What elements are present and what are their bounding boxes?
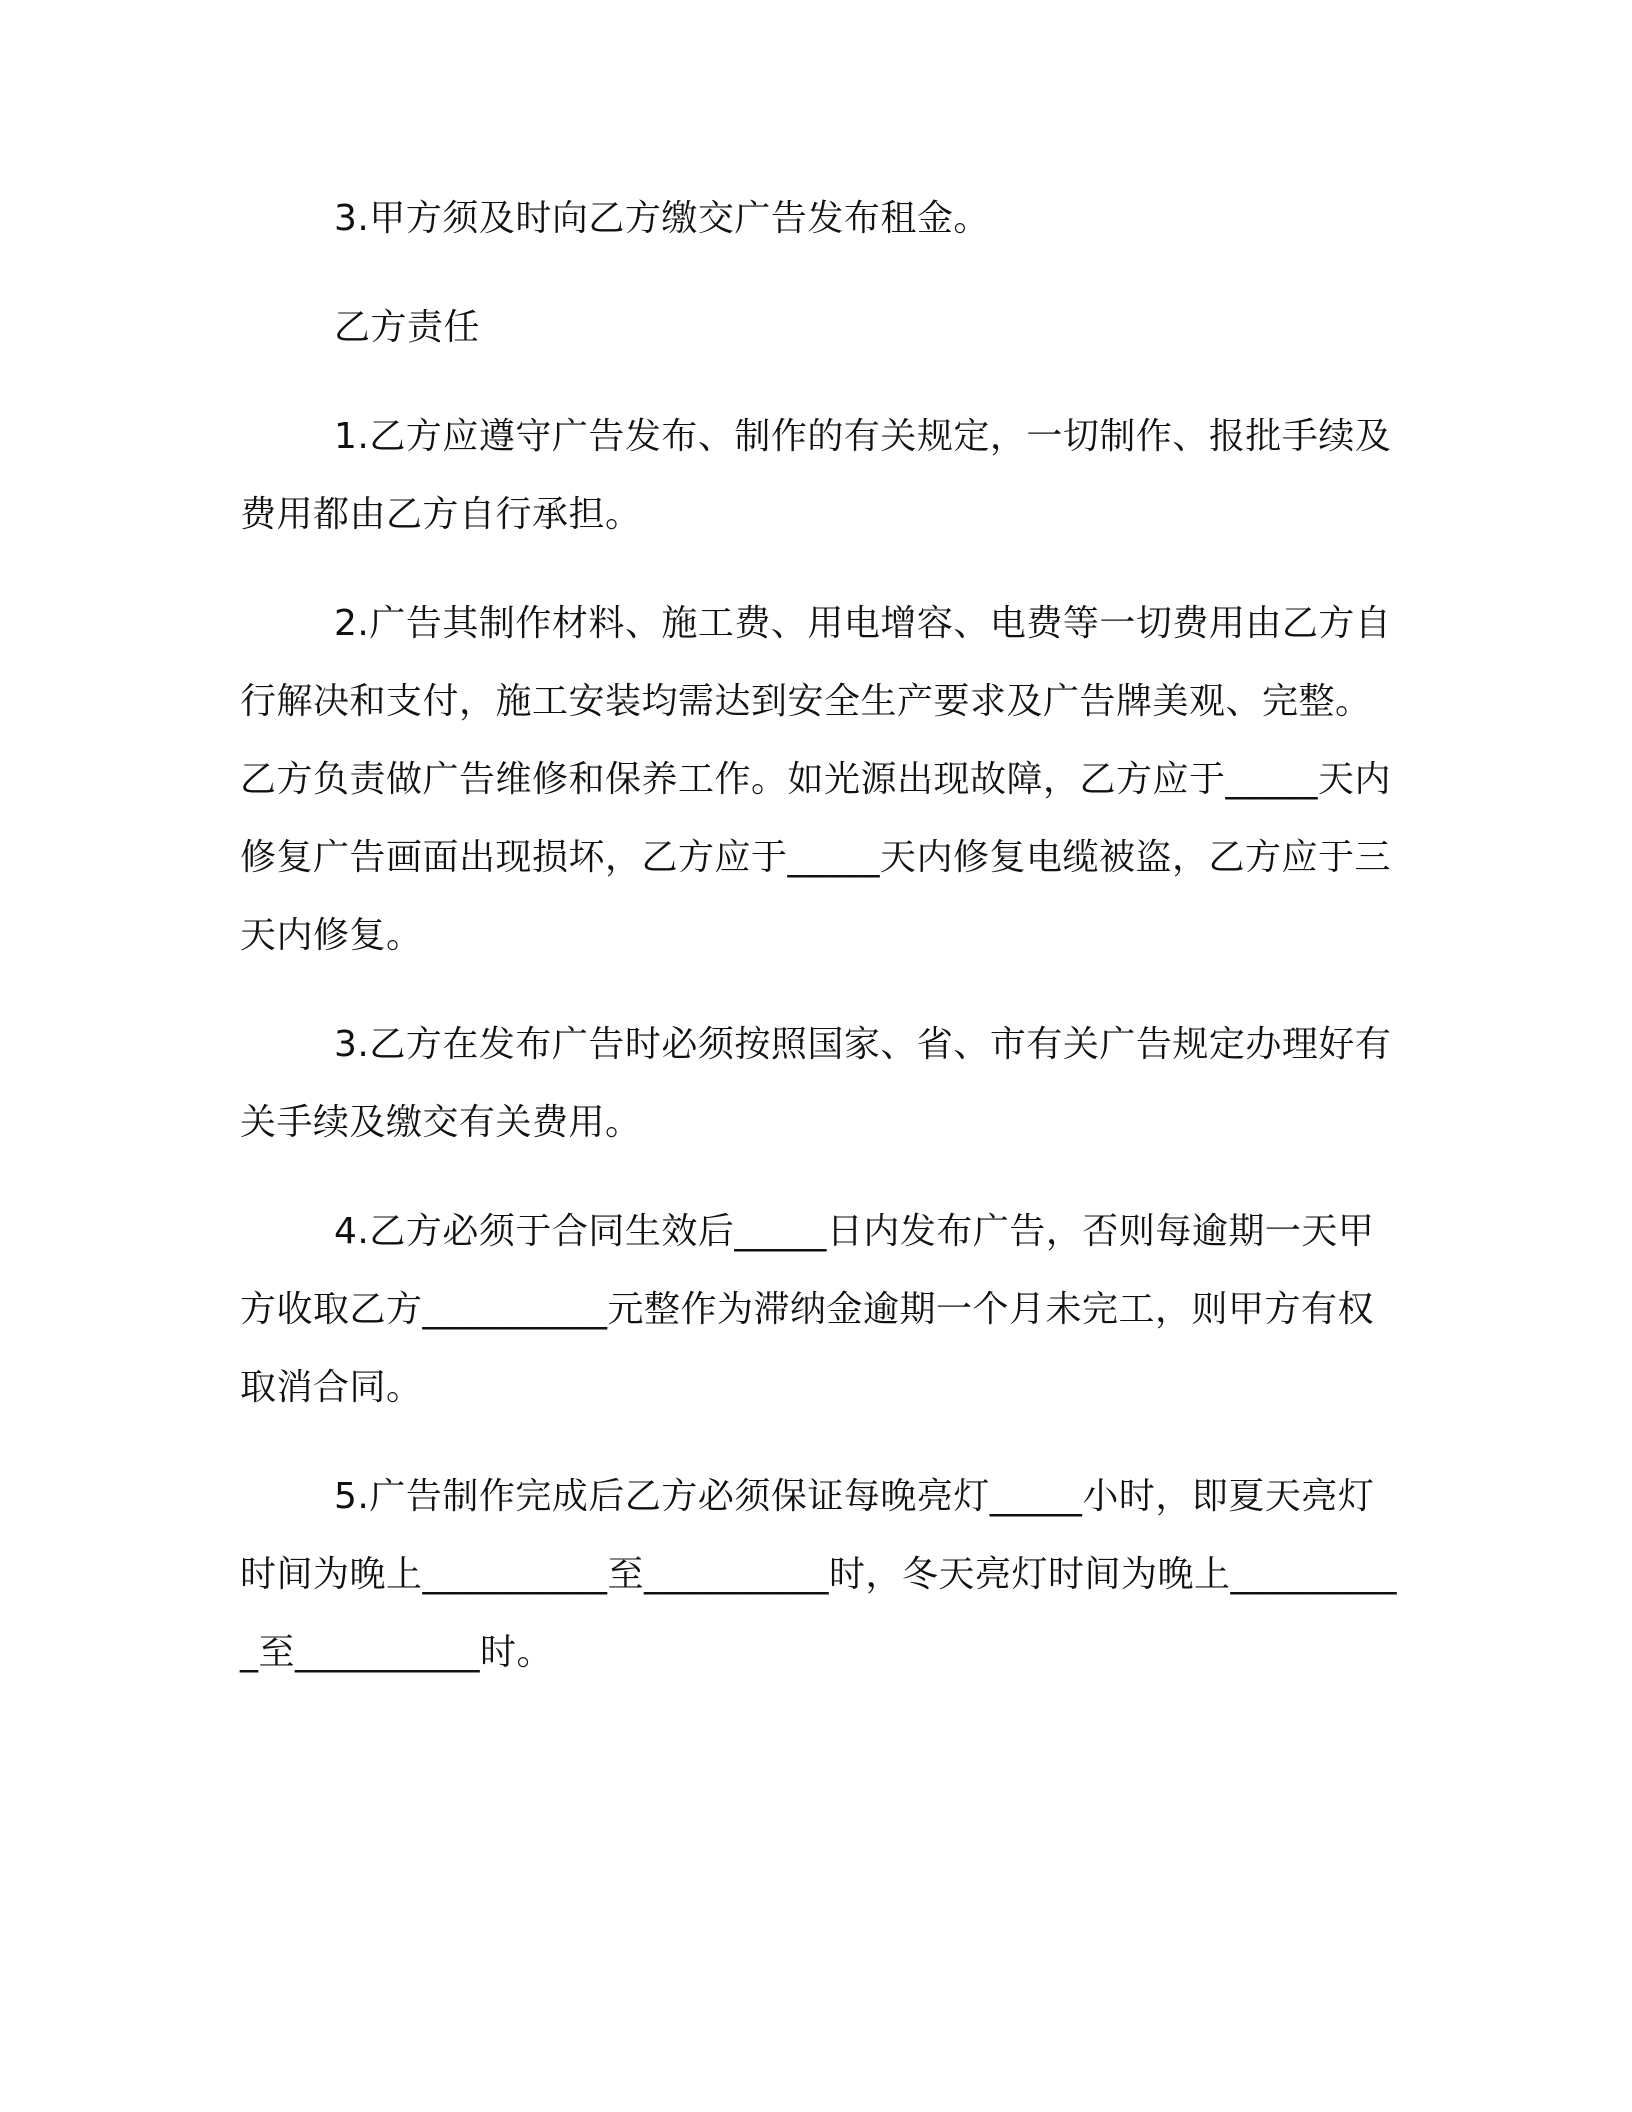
paragraph-party-b-clause-4: 4.乙方必须于合同生效后_____日内发布广告，否则每逾期一天甲方收取乙方__________元整作为滞纳金逾期一个月未完工，则甲方有权取消合同。 <box>240 1211 1375 1408</box>
paragraph-party-a-rent: 3.甲方须及时向乙方缴交广告发布租金。 <box>334 198 990 239</box>
document-page <box>240 180 1400 1723</box>
paragraph-party-b-clause-3: 3.乙方在发布广告时必须按照国家、省、市有关广告规定办理好有关手续及缴交有关费用。 <box>240 1024 1392 1143</box>
paragraph-party-b-clause-2: 2.广告其制作材料、施工费、用电增容、电费等一切费用由乙方自行解决和支付，施工安装均需达到安全生产要求及广告牌美观、完整。乙方负责做广告维修和保养工作。如光源出现故障，乙方应于_____天内修复广告画面出现损坏，乙方应于_____天内修复电缆被盗，乙方应于三天内修复。 <box>240 603 1392 956</box>
paragraph-party-b-clause-1: 1.乙方应遵守广告发布、制作的有关规定，一切制作、报批手续及费用都由乙方自行承担。 <box>240 416 1392 535</box>
section-heading-party-b-duties: 乙方责任 <box>334 307 481 348</box>
paragraph-party-b-clause-5: 5.广告制作完成后乙方必须保证每晚亮灯_____小时，即夏天亮灯时间为晚上__________至__________时，冬天亮灯时间为晚上__________至__________时。 <box>240 1476 1398 1673</box>
